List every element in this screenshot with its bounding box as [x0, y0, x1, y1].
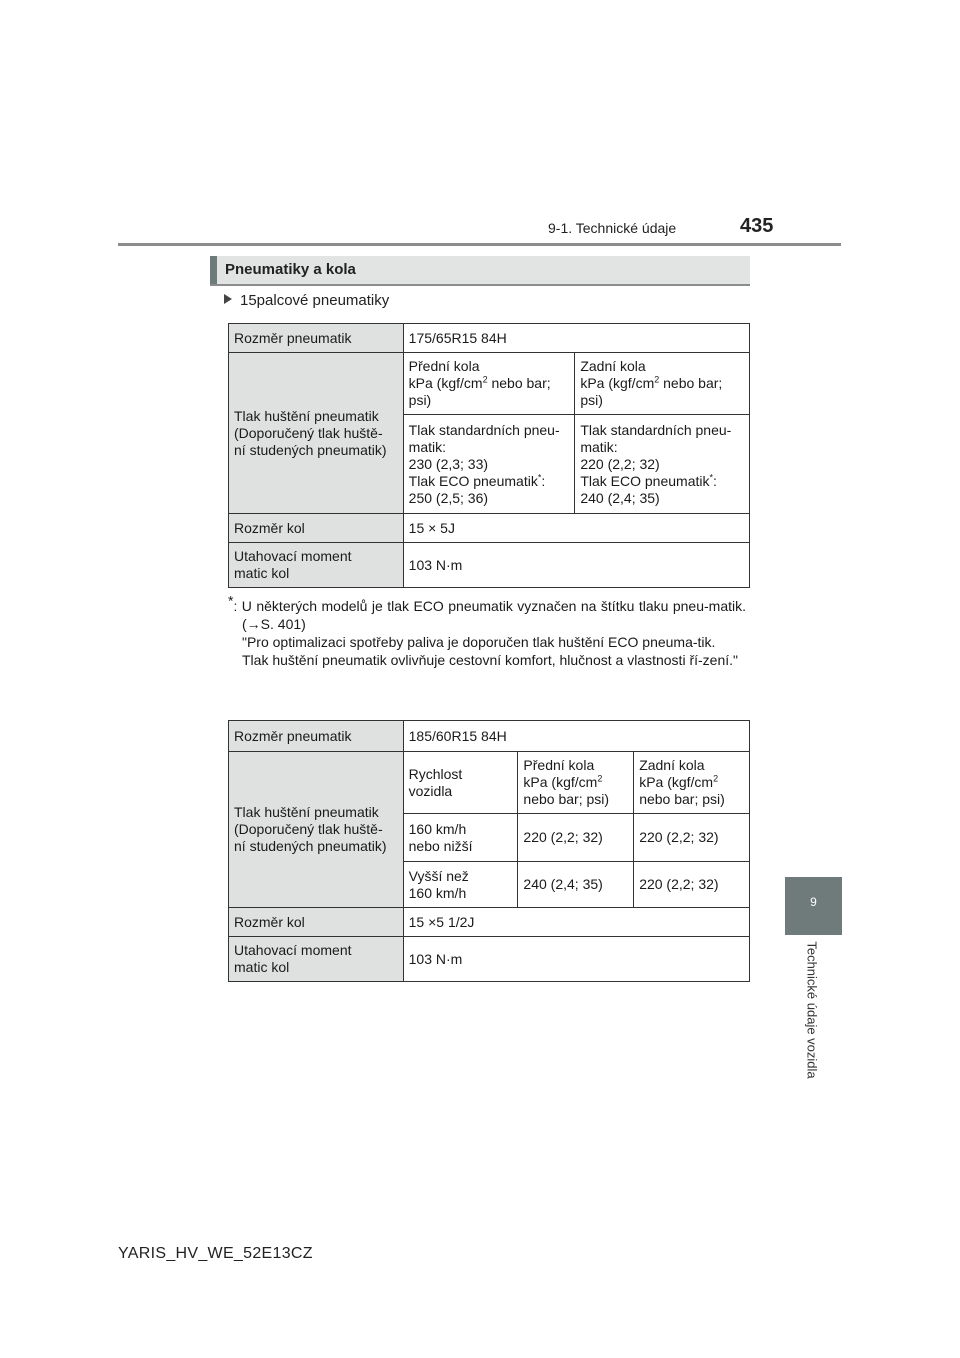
- rear-wheels-header: Zadní kola kPa ($kgf/cm^2$ nebo bar; psi): [575, 353, 750, 415]
- section-title: 9-1. Technické údaje: [548, 220, 677, 236]
- torque-label: Utahovací moment matic kol: [229, 543, 404, 588]
- footnote-line: Tlak huštění pneumatik ovlivňuje cestovní komfort, hlučnost a vlastnosti ří-zení.": [242, 652, 738, 668]
- front-wheels-header: Přední kola kPa ($kgf/cm^2$ nebo bar; psi): [403, 353, 575, 415]
- rear-pressure-value: 220 (2,2; 32): [634, 862, 750, 908]
- banner-title: Pneumatiky a kola: [225, 261, 356, 278]
- front-pressure-value: Tlak standardních pneu- matik: 230 (2,3; 33) Tlak ECO pneumatik*: 250 (2,5; 36): [403, 415, 575, 514]
- wheel-size-label: Rozměr kol: [229, 514, 404, 543]
- tire-size-value: 175/65R15 84H: [403, 324, 749, 353]
- table-row: [229, 721, 750, 752]
- front-pressure-value: 240 (2,4; 35): [518, 862, 634, 908]
- header-rule: [118, 243, 841, 246]
- footnote: [228, 592, 746, 669]
- footnote-line: *: U některých modelů je tlak ECO pneumatik vyznačen na štítku tlaku pneu-matik. (→S. 401): [228, 592, 746, 632]
- banner-accent: [210, 256, 217, 284]
- page-number: 435: [740, 215, 774, 237]
- subheading: [224, 292, 389, 309]
- document-code: YARIS_HV_WE_52E13CZ: [118, 1245, 313, 1262]
- tire-table-15in-175: [228, 323, 750, 588]
- table-row: [229, 752, 750, 814]
- footnote-line: "Pro optimalizaci spotřeby paliva je doporučen tlak huštění ECO pneuma-tik.: [242, 634, 716, 650]
- speed-header: Rychlost vozidla: [403, 752, 518, 814]
- front-pressure-value: 220 (2,2; 32): [518, 814, 634, 862]
- speed-value: 160 km/h nebo nižší: [403, 814, 518, 862]
- torque-label: Utahovací moment matic kol: [229, 937, 404, 982]
- triangle-bullet-icon: [224, 294, 232, 304]
- wheel-size-value: 15 ×5 1/2J: [403, 908, 749, 937]
- wheel-size-label: Rozměr kol: [229, 908, 404, 937]
- torque-value: 103 N·m: [403, 937, 749, 982]
- subheading-text: 15palcové pneumatiky: [240, 292, 390, 309]
- tire-table-15in-185: [228, 720, 750, 982]
- table-row: [229, 908, 750, 937]
- tire-size-label: Rozměr pneumatik: [229, 324, 404, 353]
- speed-value: Vyšší než 160 km/h: [403, 862, 518, 908]
- footnote-mark: *: [228, 592, 234, 609]
- table-row: [229, 514, 750, 543]
- table-row: [229, 324, 750, 353]
- tire-size-value: 185/60R15 84H: [403, 721, 749, 752]
- tire-size-label: Rozměr pneumatik: [229, 721, 404, 752]
- chapter-number: 9: [810, 895, 817, 909]
- pressure-label: Tlak huštění pneumatik (Doporučený tlak huště- ní studených pneumatik): [229, 752, 404, 908]
- table-row: [229, 353, 750, 415]
- chapter-label: Technické údaje vozidla: [804, 941, 820, 1079]
- rear-wheels-header: Zadní kola kPa ($kgf/cm^2$ nebo bar; psi): [634, 752, 750, 814]
- pressure-label: Tlak huštění pneumatik (Doporučený tlak huště- ní studených pneumatik): [229, 353, 404, 514]
- table-row: [229, 543, 750, 588]
- rear-pressure-value: Tlak standardních pneu- matik: 220 (2,2; 32) Tlak ECO pneumatik*: 240 (2,4; 35): [575, 415, 750, 514]
- table-row: [229, 937, 750, 982]
- chapter-tab: [785, 877, 842, 935]
- section-banner: [210, 256, 750, 286]
- front-wheels-header: Přední kola kPa ($kgf/cm^2$ nebo bar; psi): [518, 752, 634, 814]
- rear-pressure-value: 220 (2,2; 32): [634, 814, 750, 862]
- torque-value: 103 N·m: [403, 543, 749, 588]
- wheel-size-value: 15 × 5J: [403, 514, 749, 543]
